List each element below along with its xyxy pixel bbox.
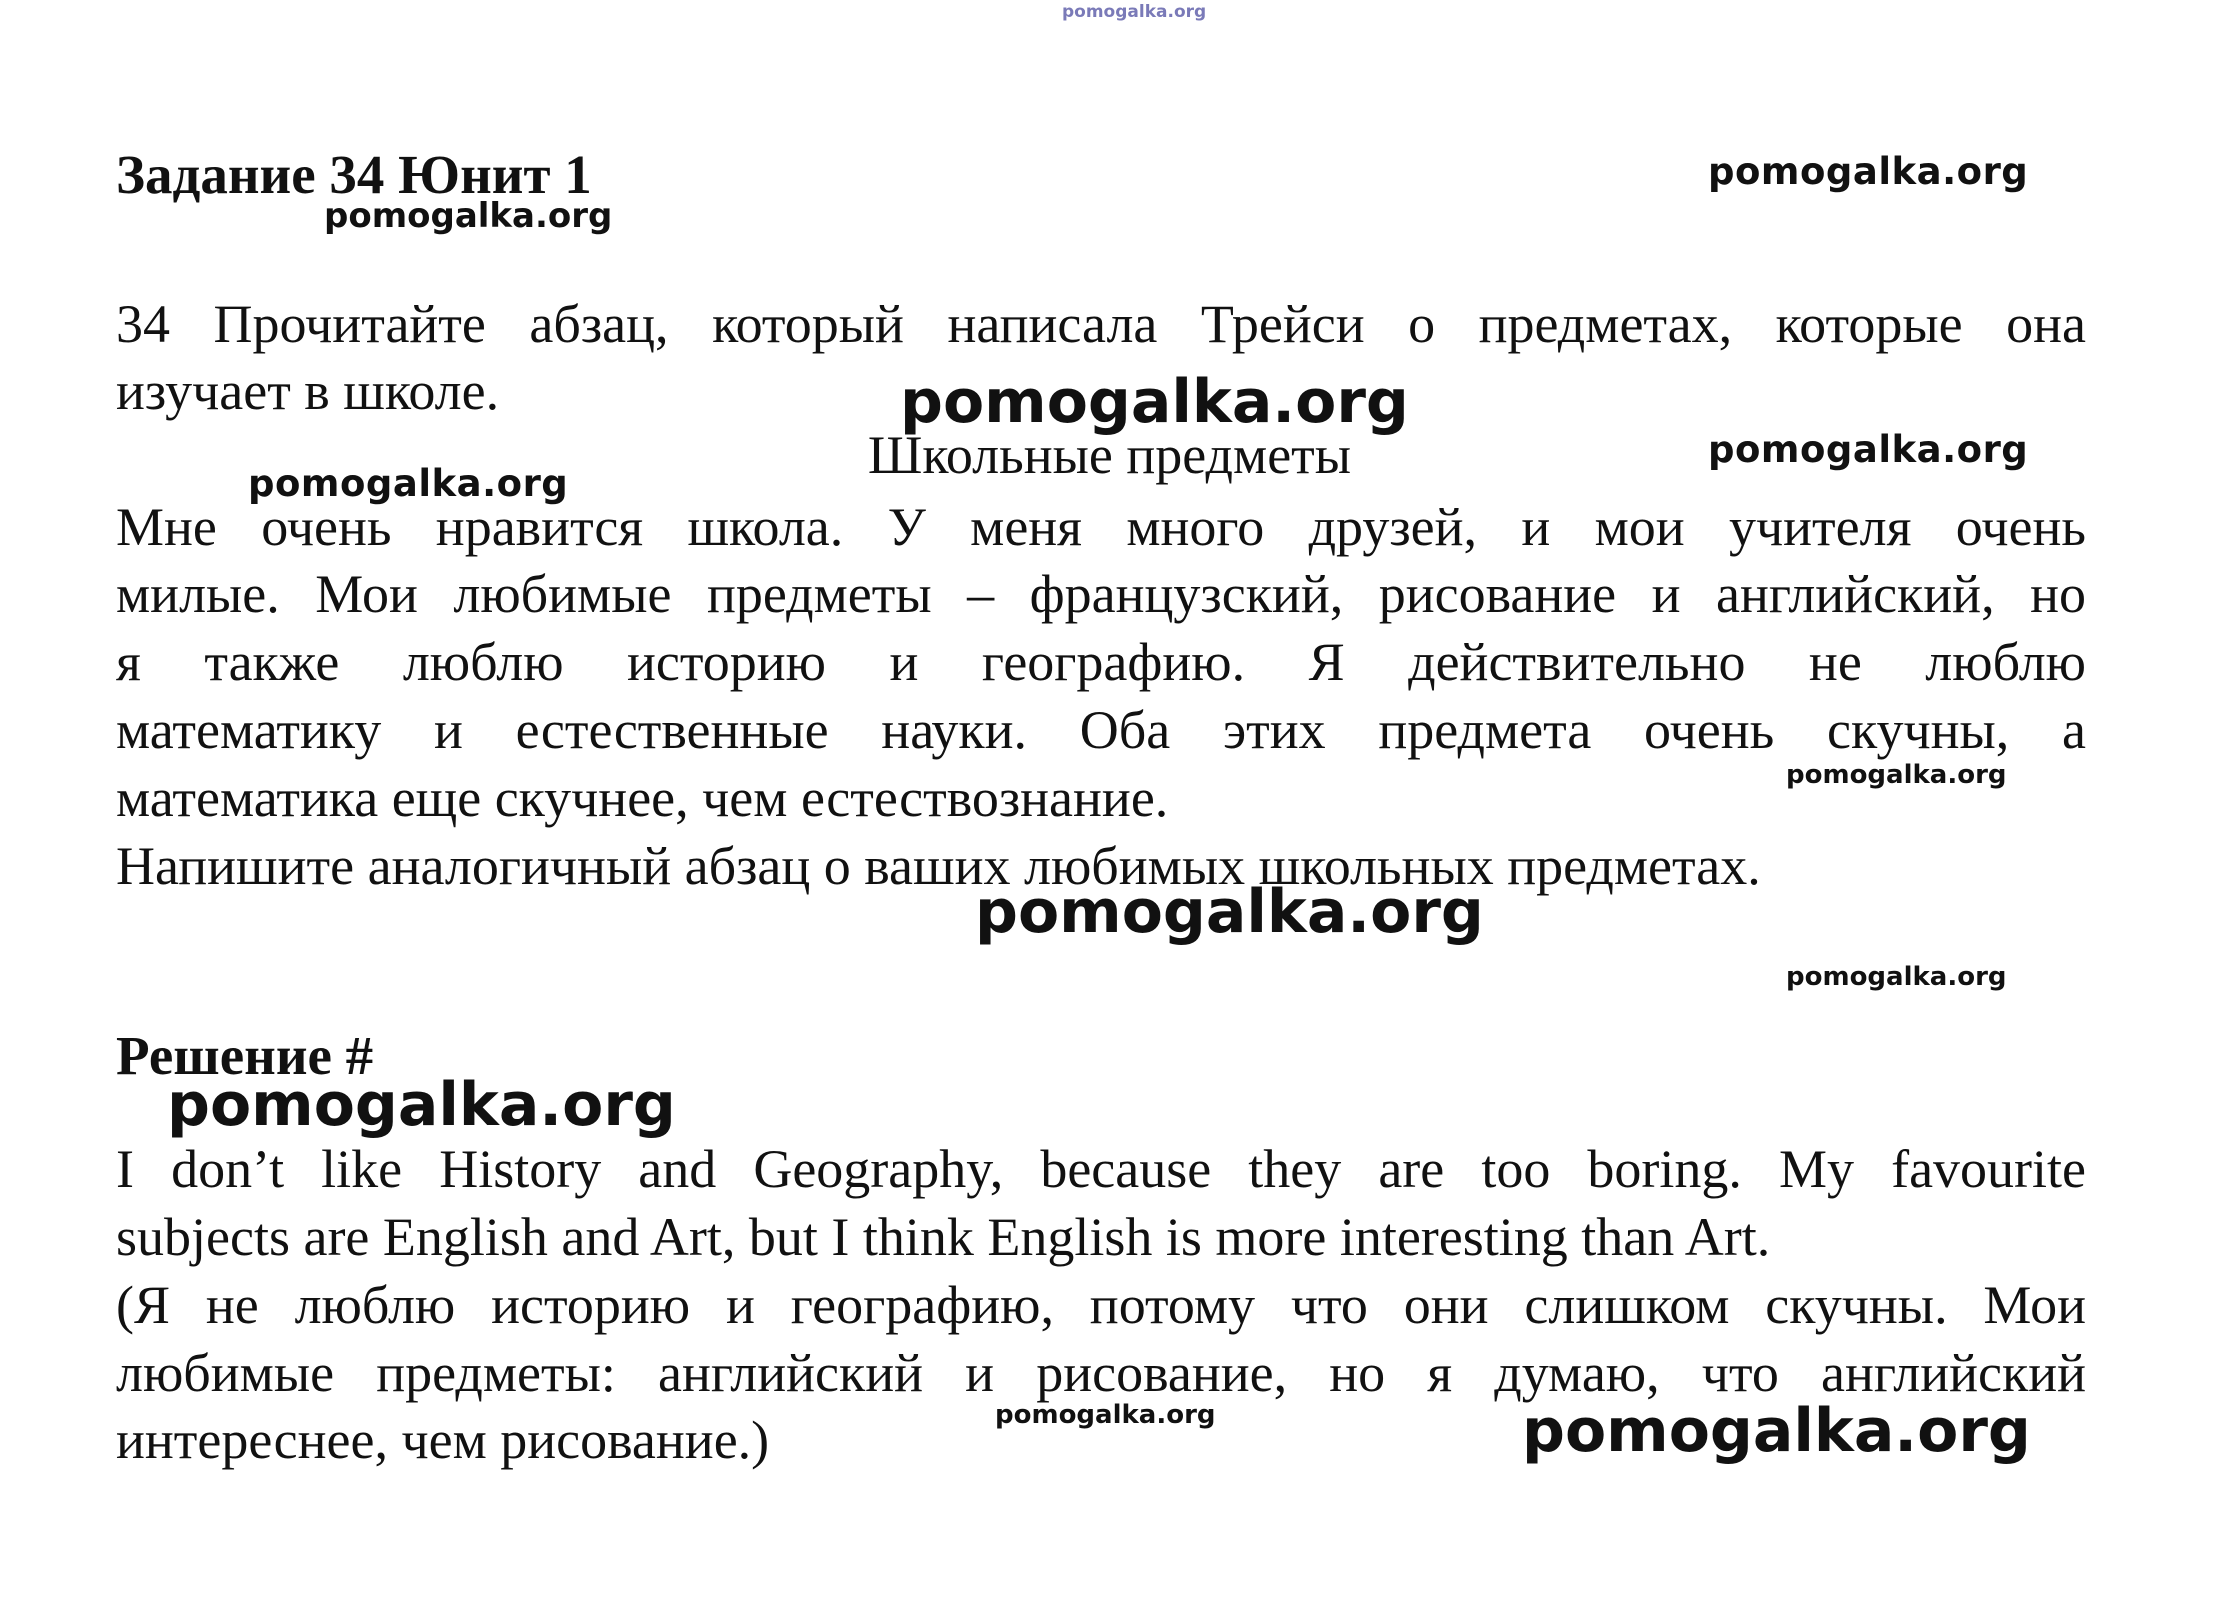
- paragraph-line: Мне очень нравится школа. У меня много друзей, и мои учителя очень: [116, 497, 2086, 557]
- watermark-right-para: pomogalka.org: [1786, 760, 2007, 790]
- watermark-bottom-small: pomogalka.org: [995, 1400, 1216, 1430]
- watermark-top: pomogalka.org: [1062, 2, 1207, 22]
- instruction-line: 34 Прочитайте абзац, который написала Трейси о предметах, которые она: [116, 294, 2086, 354]
- answer-line: subjects are English and Art, but I think English is more interesting than Art.: [116, 1207, 1771, 1267]
- translation-line: (Я не люблю историю и географию, потому что они слишком скучны. Мои: [116, 1275, 2086, 1335]
- watermark-center-large: pomogalka.org: [900, 367, 1409, 437]
- watermark-right-mid: pomogalka.org: [1708, 428, 2029, 471]
- watermark-left-small: pomogalka.org: [248, 462, 569, 505]
- watermark-under-title: pomogalka.org: [324, 196, 613, 236]
- watermark-header-right: pomogalka.org: [1708, 150, 2029, 193]
- watermark-center-large-2: pomogalka.org: [975, 877, 1484, 947]
- instruction-line: изучает в школе.: [116, 361, 500, 421]
- solution-title: Решение #: [116, 1025, 374, 1086]
- task-title: Задание 34 Юнит 1: [116, 144, 592, 205]
- task-line: Напишите аналогичный абзац о ваших любимых школьных предметах.: [116, 836, 1761, 896]
- answer-line: I don’t like History and Geography, because they are too boring. My favourite: [116, 1139, 2086, 1199]
- paragraph-line: математика еще скучнее, чем естествознание.: [116, 768, 1169, 828]
- paragraph-title: Школьные предметы: [867, 425, 1352, 485]
- translation-line: интереснее, чем рисование.): [116, 1410, 770, 1470]
- paragraph-line: математику и естественные науки. Оба этих предмета очень скучны, а: [116, 700, 2086, 760]
- watermark-left-large: pomogalka.org: [167, 1070, 676, 1140]
- watermark-right-low: pomogalka.org: [1786, 962, 2007, 992]
- paragraph-line: милые. Мои любимые предметы – французский, рисование и английский, но: [116, 564, 2086, 624]
- watermark-bottom-large: pomogalka.org: [1522, 1396, 2031, 1466]
- translation-line: любимые предметы: английский и рисование, но я думаю, что английский: [116, 1343, 2086, 1403]
- paragraph-line: я также люблю историю и географию. Я действительно не люблю: [116, 632, 2086, 692]
